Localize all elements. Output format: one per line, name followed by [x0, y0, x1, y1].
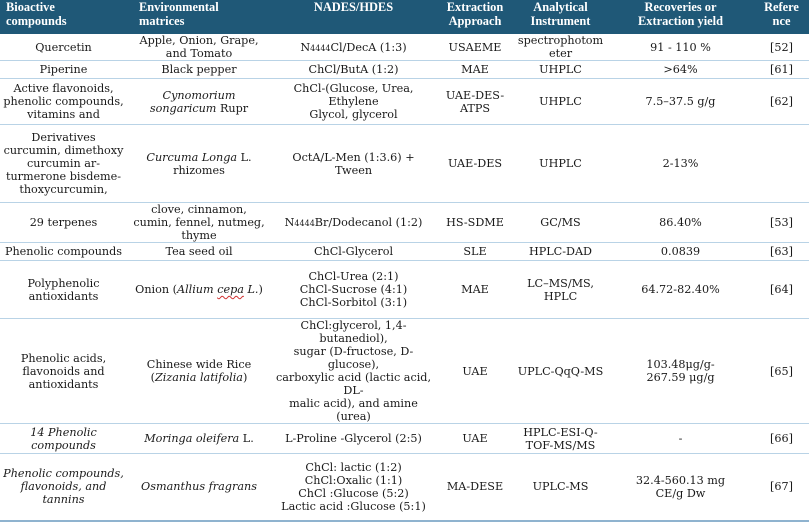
cell-analytical-instrument — [514, 261, 607, 319]
nades-text: sugar (D-fructose, D-glucose), — [293, 345, 414, 371]
nades-text: ChCl: lactic (1:2) — [305, 460, 402, 474]
table-row — [0, 125, 809, 203]
header-label: Environmental — [139, 0, 219, 14]
nades-line — [273, 216, 434, 229]
instrument-text: spectrophotom — [517, 34, 604, 47]
header-label: NADES/HDES — [313, 0, 394, 14]
cell-nades-hdes — [271, 79, 436, 125]
nades-line — [273, 245, 434, 258]
header-label: Analytical — [533, 0, 588, 14]
matrix-text: Cynomorium — [162, 88, 236, 102]
table-row — [0, 319, 809, 424]
matrix-text: Moringa oleifera — [144, 432, 240, 445]
cell-recovery-yield — [607, 424, 754, 454]
cell-bioactive-compound — [0, 125, 127, 203]
cell-environmental-matrix — [127, 454, 271, 521]
compound-text: Phenolic acids, — [20, 351, 107, 365]
compound-text: tannins — [42, 493, 85, 507]
nades-text: ChCl:glycerol, 1,4-butanediol), — [300, 319, 407, 345]
cell-bioactive-compound — [0, 34, 127, 61]
nades-text: carboxylic acid (lactic acid, DL- — [275, 371, 432, 397]
nades-line — [273, 319, 434, 345]
cell-nades-hdes — [271, 424, 436, 454]
nades-line — [273, 41, 434, 54]
header-label: Extraction — [446, 0, 504, 14]
reference-text: [65] — [770, 364, 793, 378]
instrument-text: UHPLC — [539, 95, 582, 108]
cell-bioactive-compound — [0, 61, 127, 79]
approach-text: MAE — [461, 283, 489, 296]
cell-reference — [754, 243, 809, 261]
instrument-text: UHPLC — [539, 157, 582, 170]
table-header-row — [0, 0, 809, 34]
matrix-text: Chinese wide Rice — [146, 358, 252, 371]
nades-line — [273, 474, 434, 487]
cell-bioactive-compound — [0, 454, 127, 521]
nades-text: OctA/L-Men (1:3.6) + Tween — [292, 150, 415, 177]
table-row — [0, 261, 809, 319]
cell-recovery-yield — [607, 454, 754, 521]
cell-reference — [754, 454, 809, 521]
cell-analytical-instrument — [514, 61, 607, 79]
compound-text: phenolic compounds, — [3, 95, 124, 108]
nades-text: Glycol, glycerol — [309, 108, 398, 121]
table-row — [0, 424, 809, 454]
reference-text: [53] — [770, 216, 793, 229]
header-label: Extraction yield — [637, 14, 723, 28]
cell-bioactive-compound — [0, 243, 127, 261]
compound-text: 29 terpenes — [29, 216, 98, 229]
cell-recovery-yield — [607, 61, 754, 79]
compound-text: thoxycurcumin, — [19, 183, 108, 196]
nades-text: ChCl-Sucrose (4:1) — [299, 283, 408, 296]
header-label: Bioactive — [6, 0, 55, 14]
cell-extraction-approach — [436, 34, 514, 61]
cell-extraction-approach — [436, 203, 514, 243]
cell-reference — [754, 319, 809, 424]
matrix-text: Tea seed oil — [165, 245, 233, 258]
nades-text: ChCl-Urea (2:1) — [308, 270, 399, 283]
matrix-text: cumin, fennel, nutmeg, — [133, 216, 265, 229]
cell-reference — [754, 79, 809, 125]
yield-text: 86.40% — [659, 216, 702, 229]
cell-extraction-approach — [436, 243, 514, 261]
cell-recovery-yield — [607, 125, 754, 203]
cell-analytical-instrument — [514, 424, 607, 454]
nades-subscript: 4444 — [310, 43, 331, 53]
header-label: Refere — [764, 0, 799, 14]
approach-text: USAEME — [448, 40, 502, 54]
matrix-text: Onion ( — [135, 283, 177, 296]
nades-line — [273, 397, 434, 423]
cell-recovery-yield — [607, 34, 754, 61]
nades-line — [273, 296, 434, 309]
compound-text: antioxidants — [28, 289, 99, 303]
nades-line — [273, 345, 434, 371]
compound-text: Piperine — [39, 63, 88, 76]
compound-text: compounds — [31, 438, 96, 452]
matrix-text: ( — [150, 371, 156, 384]
matrix-text: rhizomes — [173, 163, 225, 177]
compound-text: Polyphenolic — [27, 276, 100, 290]
yield-text: 32.4-560.13 mg — [635, 473, 726, 487]
reference-text: [62] — [770, 95, 793, 108]
nades-text: malic acid), and amine (urea) — [289, 397, 418, 423]
cell-extraction-approach — [436, 424, 514, 454]
matrix-text: Rupr — [216, 101, 249, 115]
compound-text: vitamins and — [27, 108, 100, 121]
compound-text: Phenolic compounds — [4, 245, 123, 258]
nades-text: ChCl-(Glucose, Urea, Ethylene — [293, 82, 414, 108]
instrument-text: UPLC-QqQ-MS — [517, 364, 604, 378]
cell-nades-hdes — [271, 203, 436, 243]
matrix-text: songaricum — [149, 101, 217, 115]
table-row — [0, 454, 809, 521]
yield-text: 0.0839 — [660, 245, 701, 258]
matrix-text: clove, cinnamon, — [151, 203, 247, 216]
approach-text: UAE-DES- — [445, 88, 505, 102]
cell-bioactive-compound — [0, 261, 127, 319]
nades-text: N — [300, 40, 311, 54]
matrix-text: Allium — [176, 283, 214, 296]
cell-nades-hdes — [271, 319, 436, 424]
compound-text: flavonoids, and — [20, 480, 107, 494]
compound-text: Quercetin — [35, 40, 92, 54]
cell-extraction-approach — [436, 61, 514, 79]
header-environmental-matrices — [127, 0, 271, 34]
nades-line — [273, 487, 434, 500]
header-label: Instrument — [530, 14, 591, 28]
matrix-text: Black pepper — [161, 63, 237, 76]
matrix-text: Zizania latifolia — [155, 371, 243, 384]
cell-bioactive-compound — [0, 79, 127, 125]
yield-text: 64.72-82.40% — [641, 283, 720, 296]
matrix-text: cepa — [217, 283, 244, 296]
yield-text: 91 - 110 % — [650, 40, 711, 54]
table-row — [0, 243, 809, 261]
nades-text: Cl/DecA (1:3) — [330, 40, 407, 54]
cell-extraction-approach — [436, 79, 514, 125]
cell-reference — [754, 125, 809, 203]
nades-text: ChCl :Glucose (5:2) — [298, 486, 409, 500]
table-row — [0, 34, 809, 61]
matrix-text: L. — [237, 150, 252, 164]
reference-text: [64] — [770, 283, 793, 296]
header-reference — [754, 0, 809, 34]
nades-text: ChCl:Oxalic (1:1) — [304, 473, 403, 487]
approach-text: MAE — [461, 63, 489, 76]
cell-reference — [754, 261, 809, 319]
instrument-text: UHPLC — [539, 63, 582, 76]
cell-nades-hdes — [271, 34, 436, 61]
compound-text: 14 Phenolic — [30, 425, 97, 439]
table-row — [0, 61, 809, 79]
nades-text: Br/Dodecanol (1:2) — [314, 216, 423, 229]
compound-text: flavonoids and — [22, 364, 105, 378]
approach-text: HS-SDME — [446, 216, 504, 229]
nades-line — [273, 270, 434, 283]
yield-text: - — [678, 432, 683, 445]
cell-analytical-instrument — [514, 454, 607, 521]
approach-text: SLE — [463, 245, 487, 258]
nades-text: ChCl-Sorbitol (3:1) — [299, 296, 408, 309]
reference-text: [66] — [770, 432, 793, 445]
cell-analytical-instrument — [514, 34, 607, 61]
compound-text: Derivatives — [31, 131, 96, 144]
compound-text: turmerone bisdeme- — [5, 170, 122, 183]
nades-text: ChCl-Glycerol — [313, 245, 394, 258]
reference-text: [61] — [770, 63, 793, 76]
cell-extraction-approach — [436, 319, 514, 424]
matrix-text: and Tomato — [165, 47, 233, 60]
matrix-text: Apple, Onion, Grape, — [139, 34, 259, 47]
cell-recovery-yield — [607, 203, 754, 243]
cell-nades-hdes — [271, 243, 436, 261]
nades-line — [273, 108, 434, 121]
matrix-text: Osmanthus fragrans — [141, 480, 257, 494]
table-body — [0, 34, 809, 521]
cell-bioactive-compound — [0, 203, 127, 243]
nades-line — [273, 461, 434, 474]
instrument-text: HPLC-ESI-Q- — [523, 425, 598, 439]
cell-recovery-yield — [607, 243, 754, 261]
cell-environmental-matrix — [127, 424, 271, 454]
reference-text: [67] — [770, 480, 793, 494]
instrument-text: HPLC — [543, 289, 578, 303]
cell-environmental-matrix — [127, 79, 271, 125]
header-bioactive-compounds — [0, 0, 127, 34]
nades-line — [273, 151, 434, 177]
nades-text: ChCl/ButA (1:2) — [308, 63, 399, 76]
instrument-text: GC/MS — [540, 216, 581, 229]
approach-text: UAE-DES — [447, 157, 503, 170]
nades-line — [273, 63, 434, 76]
yield-text: 267.59 μg/g — [646, 371, 715, 384]
table-row — [0, 79, 809, 125]
header-label: compounds — [6, 14, 67, 28]
matrix-text: L. — [239, 432, 254, 445]
instrument-text: eter — [548, 47, 573, 60]
header-label: Recoveries or — [644, 0, 717, 14]
cell-nades-hdes — [271, 261, 436, 319]
compound-text: curcumin, dimethoxy — [3, 144, 124, 157]
yield-text: CE/g Dw — [655, 486, 706, 500]
nades-line — [273, 500, 434, 513]
cell-environmental-matrix — [127, 34, 271, 61]
header-nades-hdes — [271, 0, 436, 34]
cell-nades-hdes — [271, 61, 436, 79]
instrument-text: UPLC-MS — [532, 480, 589, 494]
nades-text: Lactic acid :Glucose (5:1) — [281, 499, 426, 513]
cell-nades-hdes — [271, 454, 436, 521]
nades-line — [273, 82, 434, 108]
matrix-text: ) — [242, 371, 248, 384]
cell-analytical-instrument — [514, 79, 607, 125]
compound-text: Active flavonoids, — [13, 82, 114, 95]
reference-text: [52] — [770, 40, 793, 54]
nades-line — [273, 432, 434, 445]
cell-reference — [754, 61, 809, 79]
cell-nades-hdes — [271, 125, 436, 203]
instrument-text: TOF-MS/MS — [525, 438, 596, 452]
cell-environmental-matrix — [127, 261, 271, 319]
cell-reference — [754, 424, 809, 454]
cell-environmental-matrix — [127, 125, 271, 203]
cell-analytical-instrument — [514, 243, 607, 261]
matrix-text: ) — [258, 283, 263, 296]
cell-environmental-matrix — [127, 243, 271, 261]
header-label: nce — [772, 14, 791, 28]
cell-analytical-instrument — [514, 125, 607, 203]
yield-text: 7.5–37.5 g/g — [645, 95, 716, 108]
cell-analytical-instrument — [514, 203, 607, 243]
cell-environmental-matrix — [127, 203, 271, 243]
matrix-text: L. — [243, 283, 259, 296]
yield-text: 103.48μg/g- — [646, 358, 715, 371]
cell-bioactive-compound — [0, 424, 127, 454]
compound-text: curcumin ar- — [26, 157, 101, 170]
compound-text: antioxidants — [28, 377, 99, 391]
header-recoveries-yield — [607, 0, 754, 34]
cell-bioactive-compound — [0, 319, 127, 424]
nades-line — [273, 283, 434, 296]
approach-text: MA-DESE — [446, 480, 504, 494]
cell-environmental-matrix — [127, 319, 271, 424]
approach-text: UAE — [462, 364, 488, 378]
cell-extraction-approach — [436, 454, 514, 521]
cell-environmental-matrix — [127, 61, 271, 79]
header-extraction-approach — [436, 0, 514, 34]
yield-text: >64% — [663, 63, 698, 76]
compound-text: Phenolic compounds, — [3, 467, 124, 481]
instrument-text: HPLC-DAD — [528, 245, 593, 258]
matrix-text: thyme — [181, 229, 217, 242]
cell-reference — [754, 34, 809, 61]
cell-analytical-instrument — [514, 319, 607, 424]
nades-text: N — [284, 216, 295, 229]
matrix-text: Curcuma Longa — [146, 150, 238, 164]
approach-text: UAE — [462, 432, 488, 445]
cell-extraction-approach — [436, 125, 514, 203]
header-label: Approach — [448, 14, 502, 28]
header-analytical-instrument — [514, 0, 607, 34]
instrument-text: LC–MS/MS, — [527, 276, 594, 290]
yield-text: 2-13% — [662, 157, 699, 170]
nades-text: L-Proline -Glycerol (2:5) — [285, 432, 422, 445]
cell-recovery-yield — [607, 261, 754, 319]
header-label: matrices — [139, 14, 185, 28]
approach-text: ATPS — [459, 101, 491, 115]
cell-extraction-approach — [436, 261, 514, 319]
table-row — [0, 203, 809, 243]
nades-line — [273, 371, 434, 397]
cell-recovery-yield — [607, 79, 754, 125]
reference-text: [63] — [770, 245, 793, 258]
cell-reference — [754, 203, 809, 243]
cell-recovery-yield — [607, 319, 754, 424]
nades-subscript: 4444 — [294, 219, 315, 228]
